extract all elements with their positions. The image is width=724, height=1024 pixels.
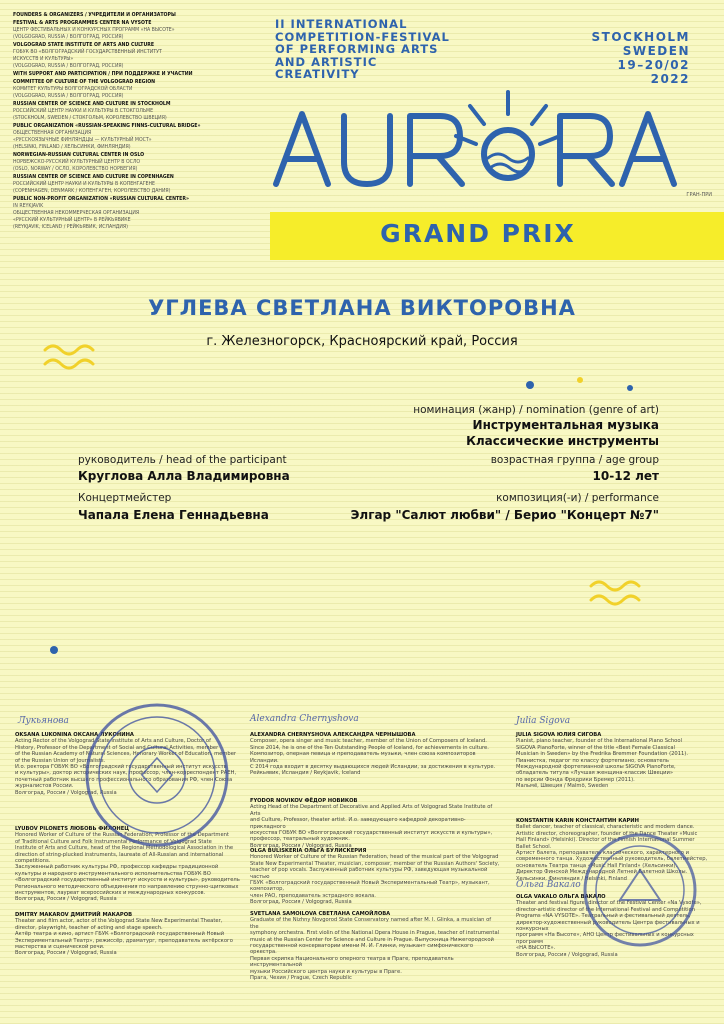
- signatory-desc-line: music at the Russian Center for Science and Culture in Prague. Выпускница Нижегородской: [250, 936, 494, 943]
- organizer-line: (OSLO, NORWAY / ОСЛО, КОРОЛЕВСТВО НОРВЕГИЯ): [13, 166, 138, 172]
- organizer-line: (VOLGOGRAD, RUSSIA / ВОЛГОГРАД, РОССИЯ): [13, 63, 124, 69]
- signatory-desc-line: И.о. ректора ГОБУК ВО «Волгоградский государственный институт искусств: [15, 764, 227, 771]
- organizer-item: [13, 71, 253, 78]
- organizer-line: ЦЕНТР ФЕСТИВАЛЬНЫХ И КОНКУРСНЫХ ПРОГРАММ «НА ВЫСОТЕ»: [13, 27, 175, 33]
- event-country: SWEDEN: [622, 44, 690, 58]
- competition-title-line: OF PERFORMING ARTS: [275, 42, 439, 56]
- signatory-desc-line: и культуры», доктор исторических наук, профессор, член-корреспондент РАЕН,: [15, 770, 237, 777]
- signatory-desc-line: Acting Rector of the Volgograd State Institute of Arts and Culture, Doctor of: [15, 738, 211, 745]
- organizer-line: НОРВЕЖСКО-РУССКИЙ КУЛЬТУРНЫЙ ЦЕНТР В ОСЛО: [13, 159, 141, 165]
- organizer-line: IN REYKJAVIK: [13, 203, 44, 209]
- organizer-item: [13, 152, 253, 173]
- organizer-line: (VOLGOGRAD, RUSSIA / ВОЛГОГРАД, РОССИЯ): [13, 34, 124, 40]
- organizer-line: КОМИТЕТ КУЛЬТУРЫ ВОЛГОГРАДСКОЙ ОБЛАСТИ: [13, 86, 133, 92]
- organizer-line: ОБЩЕСТВЕННАЯ ОРГАНИЗАЦИЯ: [13, 130, 92, 136]
- organizer-line: (STOCKHOLM, SWEDEN / СТОКГОЛЬМ, КОРОЛЕВСТВО ШВЕЦИЯ): [13, 115, 167, 121]
- organizer-heading: NORWEGIAN-RUSSIAN CULTURAL CENTER IN OSLO: [13, 152, 145, 158]
- participant-name: УГЛЕВА СВЕТЛАНА ВИКТОРОВНА: [148, 296, 576, 320]
- signatory-desc-line: музыки Российского центра науки и культуры в Праге.: [250, 968, 402, 975]
- signatory-desc-line: «НА ВЫСОТЕ».: [516, 945, 556, 952]
- gran-pri-label: ГРАН-ПРИ: [686, 192, 712, 198]
- signatory-desc-line: Theater and film actor, actor of the Volgograd State New Experimental Theater,: [15, 918, 223, 925]
- signatory: [516, 732, 716, 790]
- signatory-desc-line: symphony orchestra. First violin of the National Opera House in Prague, teacher of instrumental: [250, 930, 500, 937]
- signatory-desc-line: and Culture, Professor, theater artist. И.о. заведующего кафедрой декоративно-прикладного: [250, 817, 466, 830]
- signatory-desc-line: программ «На Высоте», АНО Центр фестивальных и конкурсных программ: [516, 932, 694, 945]
- signatory-desc-line: «Волгоградский государственный институт искусств и культуры», руководитель: [15, 877, 240, 884]
- signatory-desc-line: of the Russian Union of Journalists.: [15, 757, 106, 764]
- signatory-desc-line: direction of string-plucked instruments, laureate of All-Russian and international: [15, 851, 224, 858]
- signatory-name: JULIA SIGOVA ЮЛИЯ СИГОВА: [516, 732, 602, 738]
- official-stamp-right: [580, 830, 700, 950]
- nomination-label: номинация (жанр) / nomination (genre of art): [413, 404, 659, 416]
- competition-title: [275, 18, 525, 81]
- organizer-line: «РУССКОЯЗЫЧНЫЕ ФИНЛЯНДЦЫ — КУЛЬТУРНЫЙ МОСТ»: [13, 137, 152, 143]
- organizer-item: [13, 12, 253, 19]
- head-label: руководитель / head of the participant: [78, 454, 287, 466]
- signatory-desc-line: Международной фортепианной школы SIGOVA PianoForte,: [516, 764, 676, 771]
- signatory-desc-line: Theater and festival figure, director of the Festival Center «Na Vysote»,: [516, 900, 702, 907]
- signatory-desc-line: инструментов, лауреат всероссийских и международных конкурсов.: [15, 890, 206, 897]
- organizer-heading: RUSSIAN CENTER OF SCIENCE AND CULTURE IN COPENHAGEN: [13, 174, 174, 180]
- signatory-desc-line: SIGOVA PianoForte, winner of the title «Best Female Classical: [516, 744, 675, 751]
- wave-decoration-left: [40, 340, 120, 400]
- event-location-date: [592, 30, 690, 86]
- organizer-heading: FESTIVAL & ARTS PROGRAMMES CENTER NA VYSOTE: [13, 20, 152, 26]
- signatory-desc-line: Рейкьявик, Исландия / Reykjavik, Iceland: [250, 770, 361, 777]
- signatory: [250, 911, 500, 981]
- signatory-desc-line: Артист балета, преподаватель классического, характерного и: [516, 850, 689, 857]
- signatory: [250, 848, 500, 906]
- age-group-label: возрастная группа / age group: [490, 454, 659, 466]
- organizer-item: [13, 174, 253, 195]
- signatory-desc-line: director-artistic director of the International Festival and Competition: [516, 906, 696, 913]
- signatory-desc-line: Programs «NA VYSOTE». Театральный и фестивальный деятель,: [516, 913, 691, 920]
- signatory-name: OLGA BULISKERIA ОЛЬГА БУЛИСКЕРИЯ: [250, 848, 367, 854]
- signatory-desc-line: Honored Worker of Culture of the Russian Federation, head of the musical part of the Volgograd: [250, 854, 499, 861]
- signatory-desc-line: Волгоград, Россия / Volgograd, Russia: [250, 899, 352, 906]
- signatory-desc-line: почетный работник высшего профессионального образования РФ, член Союза: [15, 776, 233, 783]
- signatory-desc-line: Прага, Чехия / Prague, Czech Republic: [250, 975, 352, 982]
- signatory-desc-line: искусства ГОБУК ВО «Волгоградский государственный институт искусств и культуры»,: [250, 830, 493, 837]
- signatory-desc-line: мастерства и сценической речи.: [15, 944, 105, 951]
- signatory-desc-line: Актёр театра и кино, артист ГБУК «Волгоградский государственный Новый: [15, 931, 225, 938]
- signatory-desc-line: Since 2014, he is one of the Ten Outstanding People of Iceland, for achievements in culture.: [250, 744, 489, 751]
- signatory-desc-line: государственной консерватории имени М. И. Глинки, музыкант симфонического оркестра.: [250, 943, 474, 956]
- signatory-desc-line: Директор Финской Международной Летней Балетной Школы.: [516, 869, 688, 876]
- signatory-desc-line: History, Professor of the Department of Social and Cultural Activities, member: [15, 744, 219, 751]
- signatory-desc-line: Institute of Arts and Culture, head of the Regional Methodological Association in the: [15, 845, 234, 852]
- organizer-heading: PUBLIC NON-PROFIT ORGANIZATION «RUSSIAN CULTURAL CENTER»: [13, 196, 189, 202]
- organizer-item: [13, 196, 253, 231]
- signatory-desc-line: Регионального методического объединения по направлению струнно-щипковых: [15, 883, 239, 890]
- organizers-block: [13, 12, 253, 232]
- accompanist-value: Чапала Елена Геннадьевна: [78, 508, 269, 522]
- organizer-line: (VOLGOGRAD, RUSSIA / ВОЛГОГРАД, РОССИЯ): [13, 93, 124, 99]
- signatory-desc-line: член РАО, преподаватель эстрадного вокала.: [250, 892, 376, 899]
- signatory-name: FYODOR NOVIKOV ФЁДОР НОВИКОВ: [250, 798, 358, 804]
- organizer-item: [13, 79, 253, 100]
- signatory-desc-line: State New Experimental Theater, musician, composer, member of the Russian Authors' Society,: [250, 860, 500, 867]
- signatory-desc-line: Composer, opera singer and music teacher, member of the Union of Composers of Iceland.: [250, 738, 487, 745]
- organizer-item: [13, 42, 253, 70]
- dot-decoration-left: [40, 640, 100, 660]
- event-year: 2022: [650, 72, 690, 86]
- signatory-desc-line: культуры и народного инструментального исполнительства ГОБУК ВО: [15, 870, 211, 877]
- signatory-desc-line: of Traditional Culture and Folk Instrumental Performance of Volgograd State: [15, 838, 212, 845]
- organizer-line: ГОБУК ВО «ВОЛГОГРАДСКИЙ ГОСУДАРСТВЕННЫЙ ИНСТИТУТ: [13, 49, 162, 55]
- organizer-heading: WITH SUPPORT AND PARTICIPATION / ПРИ ПОДДЕРЖКЕ И УЧАСТИИ: [13, 71, 193, 77]
- signatory-desc-line: по версии Фонда Фредрики Бремер (2011).: [516, 776, 635, 783]
- signatory-desc-line: профессор, театральный художник.: [250, 836, 350, 843]
- handwritten-signature: Ольга Вакало: [516, 880, 581, 890]
- wave-decoration-right: [588, 576, 658, 616]
- signatory-desc-line: Honored Worker of Culture of the Russian Federation, Professor of the Department: [15, 832, 229, 839]
- handwritten-signature: Лукьянова: [18, 716, 69, 726]
- organizer-heading: PUBLIC ORGANIZATION «RUSSIAN-SPEAKING FINNS-CULTURAL BRIDGE»: [13, 123, 201, 129]
- dots-decoration: [520, 370, 640, 400]
- signatory-desc-line: Пианистка, педагог по классу фортепиано, основатель: [516, 757, 669, 764]
- organizer-item: [13, 20, 253, 41]
- organizer-heading: COMMITTEE OF CULTURE OF THE VOLGOGRAD REGION: [13, 79, 156, 85]
- signatory-desc-line: Musician in Sweden» by the Fredrika Bremmer Foundation (2011).: [516, 751, 688, 758]
- official-stamp-left: [82, 700, 232, 850]
- aurora-logo: [270, 84, 690, 194]
- signatory-desc-line: журналистов России.: [15, 783, 74, 790]
- organizer-line: РОССИЙСКИЙ ЦЕНТР НАУКИ И КУЛЬТУРЫ В КОПЕНГАГЕНЕ: [13, 181, 155, 187]
- signatory-name: ALEXANDRA CHERNYSHOVA АЛЕКСАНДРА ЧЕРНЫШОВА: [250, 732, 416, 738]
- signatory-desc-line: Ballet School.: [516, 843, 552, 850]
- signatory-desc-line: Волгоград, Россия / Volgograd, Russia: [250, 842, 352, 849]
- handwritten-signature: Alexandra Chernyshova: [250, 714, 359, 724]
- participant-location: г. Железногорск, Красноярский край, Россия: [206, 334, 518, 349]
- signatory-name: OLGA VAKALO ОЛЬГА ВАКАЛО: [516, 894, 606, 900]
- organizer-line: (REYKJAVIK, ICELAND / РЕЙКЬЯВИК, ИСЛАНДИЯ): [13, 224, 128, 230]
- organizer-line: (HELSINKI, FINLAND / ХЕЛЬСИНКИ, ФИНЛЯНДИЯ): [13, 144, 131, 150]
- signatory-desc-line: Композитор, оперная певица и преподаватель музыки, член союза композиторов Исландии.: [250, 751, 476, 764]
- signatory-desc-line: Мальмё, Швеция / Malmö, Sweden: [516, 783, 609, 790]
- performance-label: композиция(-и) / performance: [496, 492, 659, 504]
- organizer-item: [13, 123, 253, 151]
- signatory-desc-line: Волгоград, Россия / Volgograd, Russia: [15, 789, 117, 796]
- signatory-desc-line: С 2014 года входит в десятку выдающихся людей Исландии, за достижения в культуре.: [250, 764, 496, 771]
- signatory-desc-line: Graduate of the Nizhny Novgorod State Conservatory named after M. I. Glinka, a musician of the: [250, 917, 492, 930]
- organizer-line: ИСКУССТВ И КУЛЬТУРЫ»: [13, 56, 74, 62]
- signatory-desc-line: директор-художественный руководитель Центра фестивальных и конкурсных: [516, 919, 700, 933]
- competition-title-line: COMPETITION-FESTIVAL: [275, 29, 450, 44]
- organizer-line: ОБЩЕСТВЕННАЯ НЕКОММЕРЧЕСКАЯ ОРГАНИЗАЦИЯ: [13, 210, 140, 216]
- organizer-line: (COPENHAGEN, DENMARK / КОПЕНГАГЕН, КОРОЛЕВСТВО ДАНИЯ): [13, 188, 171, 194]
- signatory-desc-line: Заслуженный работник культуры РФ, профессор кафедры традиционной: [15, 864, 219, 871]
- age-group-value: 10-12 лет: [592, 469, 659, 483]
- signatory-name: SVETLANA SAMOILOVA СВЕТЛАНА САМОЙЛОВА: [250, 911, 391, 917]
- organizer-item: [13, 101, 253, 122]
- event-dates: 19–20/02: [617, 58, 690, 72]
- head-value: Круглова Алла Владимировна: [78, 469, 290, 483]
- competition-title-line: II INTERNATIONAL: [275, 17, 408, 31]
- handwritten-signature: Julia Sigova: [516, 716, 571, 726]
- signatory-desc-line: Волгоград, Россия / Volgograd, Russia: [516, 951, 618, 958]
- signatory-desc-line: Pianist, piano teacher, founder of the International Piano School: [516, 738, 682, 745]
- signatory-desc-line: of the Russian Academy of Natural Sciences, Honorary Worker of Education, member: [15, 751, 237, 758]
- signatory-desc-line: Acting Head of the Department of Decorative and Applied Arts of Volgograd State Institute of Arts: [250, 804, 493, 817]
- signatory-desc-line: обладатель титула «Лучшая женщина-классик Швеции»: [516, 770, 674, 777]
- signatory-desc-line: competitions.: [15, 858, 51, 865]
- signatory-desc-line: Волгоград, Россия / Volgograd, Russia: [15, 896, 117, 903]
- signatory-name: DMITRY MAKAROV ДМИТРИЙ МАКАРОВ: [15, 912, 133, 918]
- signatory-desc-line: ГБУК «Волгоградский государственный Новый Экспериментальный Театр», музыкант, композитор,: [250, 880, 490, 893]
- event-city: STOCKHOLM: [591, 30, 690, 44]
- signatory-desc-line: Хельсинки, Финляндия / Helsinki, Finland: [516, 875, 627, 882]
- signatory-desc-line: Ballet dancer, teacher of classical, characteristic and modern dance.: [516, 824, 695, 831]
- organizer-heading: FOUNDERS & ORGANIZERS / УЧРЕДИТЕЛИ И ОРГАНИЗАТОРЫ: [13, 12, 176, 18]
- signatory-desc-line: Artistic director, choreographer, founder of the Dance Theater «Music: [516, 830, 698, 837]
- signatory-desc-line: Экспериментальный Театр», режиссёр, драматург, преподаватель актёрского: [15, 937, 233, 944]
- competition-title-line: AND ARTISTIC: [275, 54, 378, 69]
- signatory-desc-line: teacher of pop vocals. Заслуженный работник культуры РФ, заведующая музыкальной частью: [250, 867, 488, 880]
- organizer-heading: VOLGOGRAD STATE INSTITUTE OF ARTS AND CULTURE: [13, 42, 155, 48]
- competition-title-line: CREATIVITY: [275, 67, 360, 81]
- signatory: [250, 798, 500, 849]
- nomination-line1: Инструментальная музыка: [472, 418, 659, 432]
- signatory-desc-line: director, playwright, teacher of acting and stage speech.: [15, 924, 163, 931]
- signatory: [15, 912, 250, 957]
- organizer-heading: RUSSIAN CENTER OF SCIENCE AND CULTURE IN STOCKHOLM: [13, 101, 171, 107]
- signatory-desc-line: Первая скрипка Национального оперного театра в Праге, преподаватель инструментальной: [250, 955, 454, 969]
- nomination-line2: Классические инструменты: [466, 434, 659, 448]
- organizer-line: «РУССКИЙ КУЛЬТУРНЫЙ ЦЕНТР» В РЕЙКЬЯВИКЕ: [13, 217, 131, 223]
- signatory-desc-line: Hall Finland» (Helsinki). Director of the Finnish International Summer: [516, 837, 695, 844]
- performance-value: Элгар "Салют любви" / Берио "Концерт №7": [350, 508, 659, 522]
- signatory-name: KONSTANTIN KARIN КОНСТАНТИН КАРИН: [516, 818, 639, 824]
- signatory-name: LYUBOV PILONETS ЛЮБОВЬ ФИЛОНЕЦ: [15, 826, 130, 832]
- signatory-desc-line: основатель Театра танца «Music Hall Finland» (Хельсинки).: [516, 862, 678, 869]
- accompanist-label: Концертмейстер: [78, 492, 172, 504]
- award-title: GRAND PRIX: [380, 219, 576, 248]
- signatory-name: OKSANA LUKONINA ОКСАНА ЛУКОНИНА: [15, 732, 134, 738]
- signatory-desc-line: современного танца. Художественный руководитель, балетмейстер,: [516, 856, 708, 863]
- signatory: [250, 732, 500, 777]
- organizer-line: РОССИЙСКИЙ ЦЕНТР НАУКИ И КУЛЬТУРЫ В СТОКГОЛЬМЕ: [13, 108, 154, 114]
- signatory-desc-line: Волгоград, Россия / Volgograd, Russia: [15, 950, 117, 957]
